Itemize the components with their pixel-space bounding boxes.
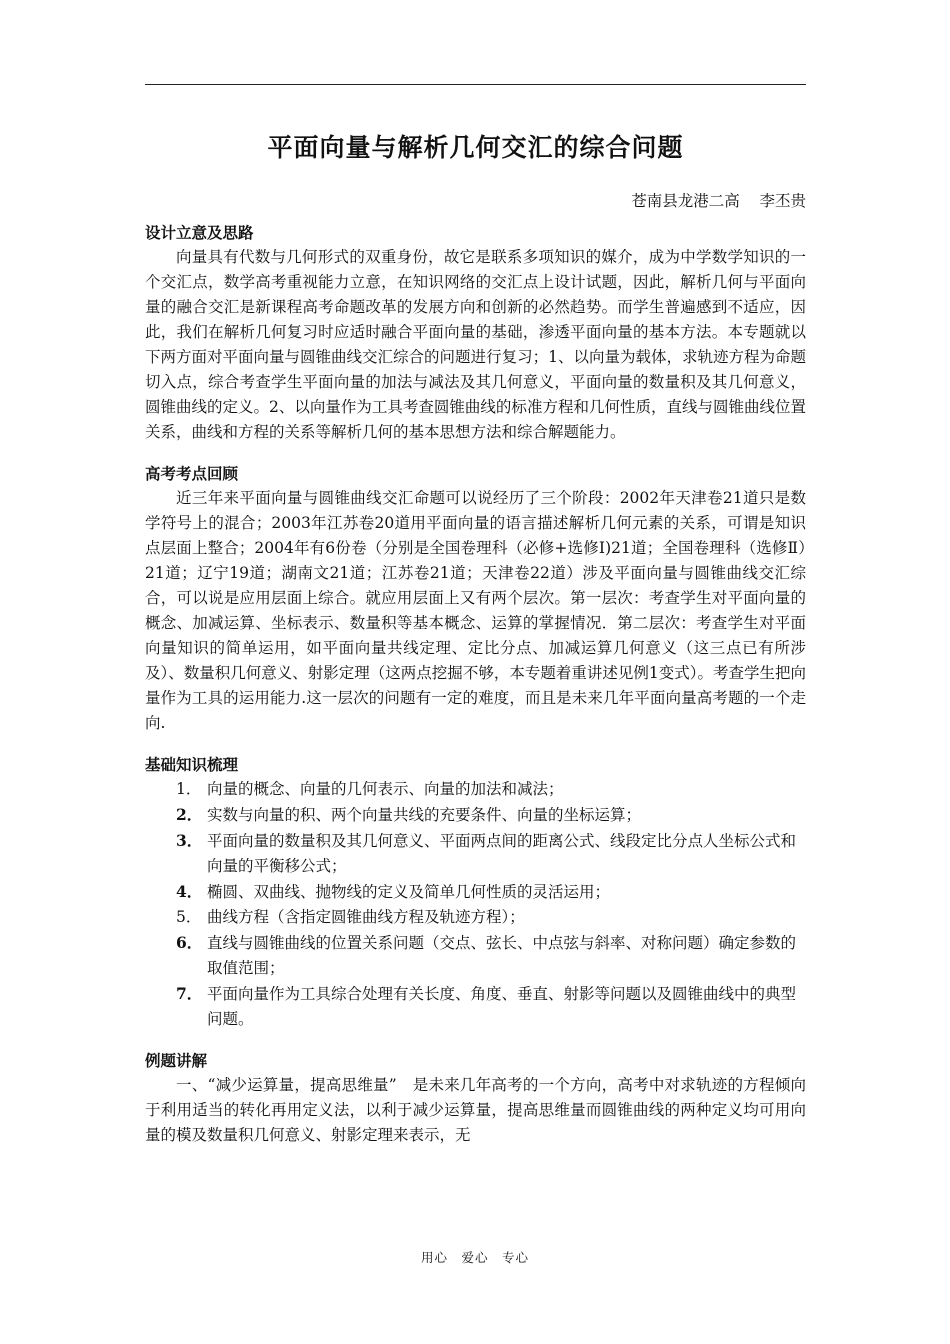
list-item xyxy=(145,930,806,981)
list-text: 向量的概念、向量的几何表示、向量的加法和减法； xyxy=(207,780,564,798)
knowledge-list xyxy=(145,777,806,1032)
list-item xyxy=(145,879,806,905)
list-item xyxy=(145,981,806,1032)
paragraph: 一、“减少运算量，提高思维量” 是未来几年高考的一个方向，高考中对求轨迹的方程倾向于利用适当的转化再用定义法，以利于减少运算量，提高思维量而圆锥曲线的两种定义均可用向量的模及数量积几何意义、射影定理来表示，无 xyxy=(145,1076,806,1144)
list-text: 椭圆、双曲线、抛物线的定义及简单几何性质的灵活运用； xyxy=(207,883,611,901)
list-item xyxy=(145,905,806,930)
list-text: 曲线方程（含指定圆锥曲线方程及轨迹方程）； xyxy=(207,908,525,926)
section-examples xyxy=(145,1048,806,1148)
list-item xyxy=(145,777,806,802)
header-rule xyxy=(145,84,806,85)
section-heading: 例题讲解 xyxy=(145,1051,208,1070)
section-basic-knowledge xyxy=(145,752,806,1032)
list-number: 5． xyxy=(176,908,202,926)
list-text: 直线与圆锥曲线的位置关系问题（交点、弦长、中点弦与斜率、对称问题）确定参数的取值范围； xyxy=(207,934,797,977)
document-body xyxy=(145,128,806,1164)
section-design-intent xyxy=(145,220,806,445)
section-exam-review xyxy=(145,461,806,736)
list-number: 7． xyxy=(176,984,203,1003)
section-heading: 基础知识梳理 xyxy=(145,755,239,774)
list-item xyxy=(145,802,806,828)
document-title: 平面向量与解析几何交汇的综合问题 xyxy=(267,133,684,162)
list-number: 3． xyxy=(176,831,203,850)
paragraph: 近三年来平面向量与圆锥曲线交汇命题可以说经历了三个阶段：2002年天津卷21道只是数学符号上的混合；2003年江苏卷20道用平面向量的语言描述解析几何元素的关系，可谓是知识点层面上整合；2004年有6份卷（分别是全国卷理科（必修+选修Ⅰ)21道；全国卷理科（选修Ⅱ）21道；辽宁19道；湖南文21道；江苏卷21道；天津卷22道）涉及平面向量与圆锥曲线交汇综合，可以说是应用层面上综合。就应用层面上又有两个层次。第一层次：考查学生对平面向量的概念、加减运算、坐标表示、数量积等基本概念、运算的掌握情况．第二层次：考查学生对平面向量知识的简单运用，如平面向量共线定理、定比分点、加减运算几何意义（这三点已有所涉及）、数量积几何意义、射影定理（这两点挖掘不够，本专题着重讲述见例1变式）。考查学生把向量作为工具的运用能力.这一层次的问题有一定的难度，而且是未来几年平面向量高考题的一个走向. xyxy=(145,489,806,732)
page-footer: 用心 爱心 专心 xyxy=(420,1250,529,1265)
list-text: 实数与向量的积、两个向量共线的充要条件、向量的坐标运算； xyxy=(207,806,642,824)
section-heading: 高考考点回顾 xyxy=(145,464,239,483)
list-text: 平面向量的数量积及其几何意义、平面两点间的距离公式、线段定比分点人坐标公式和向量的平衡移公式； xyxy=(207,832,797,875)
author-line: 苍南县龙港二高 李丕贵 xyxy=(631,192,806,210)
list-number: 4． xyxy=(176,882,203,901)
list-number: 1． xyxy=(176,780,202,798)
section-heading: 设计立意及思路 xyxy=(145,223,254,242)
list-number: 6． xyxy=(176,933,203,952)
paragraph: 向量具有代数与几何形式的双重身份，故它是联系多项知识的媒介，成为中学数学知识的一个交汇点，数学高考重视能力立意，在知识网络的交汇点上设计试题，因此，解析几何与平面向量的融合交汇是新课程高考命题改革的发展方向和创新的必然趋势。而学生普遍感到不适应，因此，我们在解析几何复习时应适时融合平面向量的基础，渗透平面向量的基本方法。本专题就以下两方面对平面向量与圆锥曲线交汇综合的问题进行复习；1、以向量为载体，求轨迹方程为命题切入点，综合考查学生平面向量的加法与减法及其几何意义，平面向量的数量积及其几何意义，圆锥曲线的定义。2、以向量作为工具考查圆锥曲线的标准方程和几何性质，直线与圆锥曲线位置关系，曲线和方程的关系等解析几何的基本思想方法和综合解题能力。 xyxy=(145,248,806,441)
list-number: 2． xyxy=(176,805,203,824)
list-item xyxy=(145,828,806,879)
list-text: 平面向量作为工具综合处理有关长度、角度、垂直、射影等问题以及圆锥曲线中的典型问题。 xyxy=(207,985,797,1028)
